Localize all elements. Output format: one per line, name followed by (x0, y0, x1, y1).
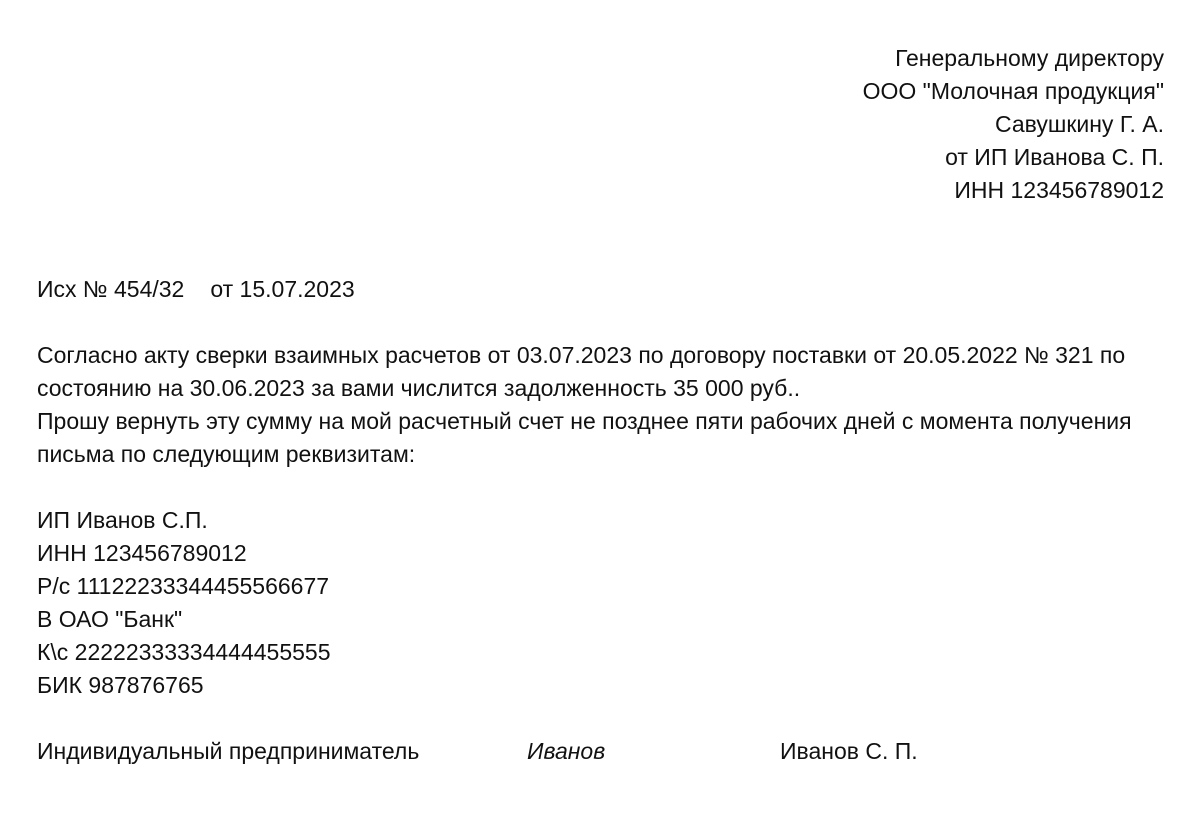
outgoing-reference (37, 273, 355, 306)
requisite-line: В ОАО "Банк" (37, 606, 183, 632)
signatory-position: Индивидуальный предприниматель (37, 738, 420, 764)
addressee-line: ООО "Молочная продукция" (862, 78, 1164, 104)
requisite-line: Р/с 11122233344455566677 (37, 573, 330, 599)
outgoing-date: от 15.07.2023 (210, 276, 355, 302)
signatory-name: Иванов С. П. (780, 738, 918, 764)
requisite-line: ИНН 123456789012 (37, 540, 247, 566)
addressee-line: ИНН 123456789012 (954, 177, 1164, 203)
body-paragraph: Прошу вернуть эту сумму на мой расчетный счет не позднее пяти рабочих дней с момента получения письма по следующим реквизитам: (37, 408, 1132, 467)
requisite-line: БИК 987876765 (37, 672, 204, 698)
signature-row (37, 735, 1167, 768)
outgoing-number: Исх № 454/32 (37, 276, 185, 302)
letter-body (37, 339, 1157, 471)
body-paragraph: Согласно акту сверки взаимных расчетов от 03.07.2023 по договору поставки от 20.05.2022 № 321 по состоянию на 30.06.2023 за вами числится задолженность 35 000 руб.. (37, 342, 1126, 401)
requisite-line: ИП Иванов С.П. (37, 507, 208, 533)
handwritten-signature: Иванов (527, 738, 606, 764)
addressee-line: Генеральному директору (895, 45, 1164, 71)
requisite-line: К\с 22222333334444455555 (37, 639, 331, 665)
addressee-line: Савушкину Г. А. (995, 111, 1164, 137)
addressee-line: от ИП Иванова С. П. (945, 144, 1164, 170)
requisites-block (37, 504, 331, 702)
addressee-block (863, 42, 1164, 207)
